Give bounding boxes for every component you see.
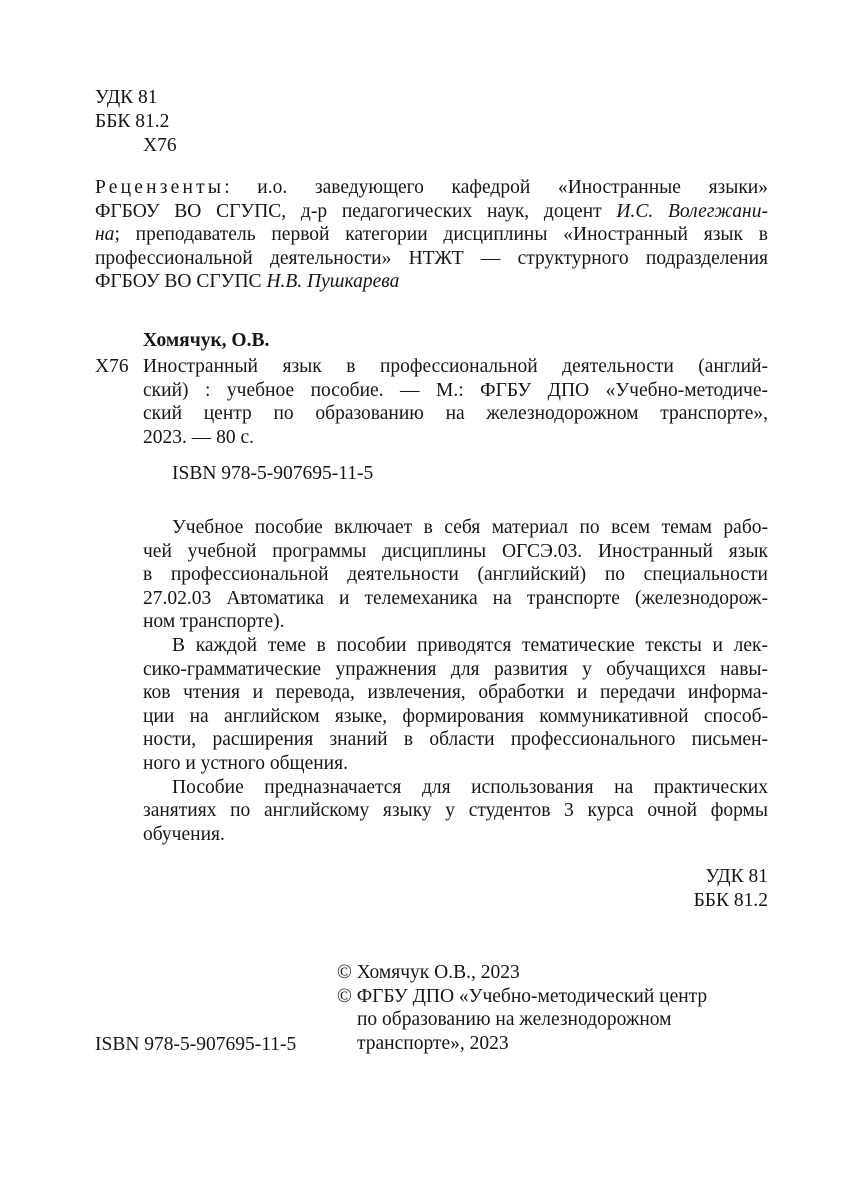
annotation [143,516,768,846]
annotation-line: обучения. [143,823,225,845]
biblio-author: Хомячук, О.В. [143,330,270,351]
copyright-publisher-year: транспорте», 2023 [357,1032,509,1054]
annotation-line: 27.02.03 Автоматика и телемеханика на транспорте (железнодорож- [143,587,768,609]
bbk-code: ББК 81.2 [95,111,170,132]
biblio-line-2: ский) : учебное пособие. — М.: ФГБУ ДПО «Учебно-методиче- [143,379,768,401]
biblio-line-4: 2023. — 80 с. [143,426,255,448]
reviewers-line-5: ФГБОУ ВО СГУПС Н.В. Пушкарева [95,271,400,293]
biblio-mark: Х76 [95,356,129,377]
udk-code: УДК 81 [95,87,158,108]
annotation-line: занятиях по английскому языку у студентов 3 курса очной формы [143,800,768,822]
isbn-bottom: ISBN 978-5-907695-11-5 [95,1034,297,1055]
reviewers-line-4: профессиональной деятельности» НТЖТ — структурного подразделения [95,247,768,269]
reviewer-name-1: И.С. Волегжани- [616,200,768,222]
annotation-line: в профессиональной деятельности (английский) по специальности [143,564,768,586]
annotation-paragraph-1 [143,516,768,634]
annotation-line: В каждой теме в пособии приводятся тематические тексты и лек- [172,634,768,656]
annotation-line: ков чтения и перевода, извлечения, обработки и передачи информа- [143,682,768,704]
reviewers-line-2: ФГБОУ ВО СГУПС, д-р педагогических наук, доцент И.С. Волегжани- [95,200,768,222]
annotation-line: Пособие предназначается для использования на практических [172,776,768,798]
copyright-block [337,961,707,1055]
bbk-code-bottom: ББК 81.2 [693,890,768,911]
udk-code-bottom: УДК 81 [705,866,768,887]
author-mark: Х76 [143,135,177,156]
annotation-line: ности, расширения знаний в области профессионального письмен- [143,729,768,751]
biblio-line-3: ский центр по образованию на железнодорожном транспорте», [143,403,768,425]
reviewers-line-3: на; преподаватель первой категории дисциплины «Иностранный язык в [95,224,768,246]
reviewers-label: Рецензенты [95,177,225,198]
biblio-description [143,355,768,449]
annotation-paragraph-3 [143,776,768,847]
annotation-line: чей учебной программы дисциплины ОГСЭ.03. Иностранный язык [143,540,768,562]
biblio-line-1: Иностранный язык в профессиональной деятельности (англий- [143,356,768,377]
biblio-isbn: ISBN 978-5-907695-11-5 [172,463,374,484]
reviewers-block [95,176,768,294]
annotation-line: ции на английском языке, формирования коммуникативной способ- [143,705,768,727]
copyright-author: © Хомячук О.В., 2023 [337,962,520,983]
annotation-line: сико-грамматические упражнения для развития у обучащихся навы- [143,658,768,680]
annotation-line: ного и устного общения. [143,752,348,774]
reviewers-line-1: Рецензенты: и.о. заведующего кафедрой «Иностранные языки» [95,177,768,198]
copyright-publisher-cont: по образованию на железнодорожном [357,1009,672,1031]
reviewer-name-2: Н.В. Пушкарева [266,271,400,293]
reviewer-name-1-end: на [95,224,115,246]
annotation-line: ном транспорте). [143,611,285,633]
annotation-paragraph-2 [143,634,768,776]
annotation-line: Учебное пособие включает в себя материал по всем темам рабо- [172,517,768,538]
copyright-publisher: © ФГБУ ДПО «Учебно-методический центр [337,985,708,1007]
